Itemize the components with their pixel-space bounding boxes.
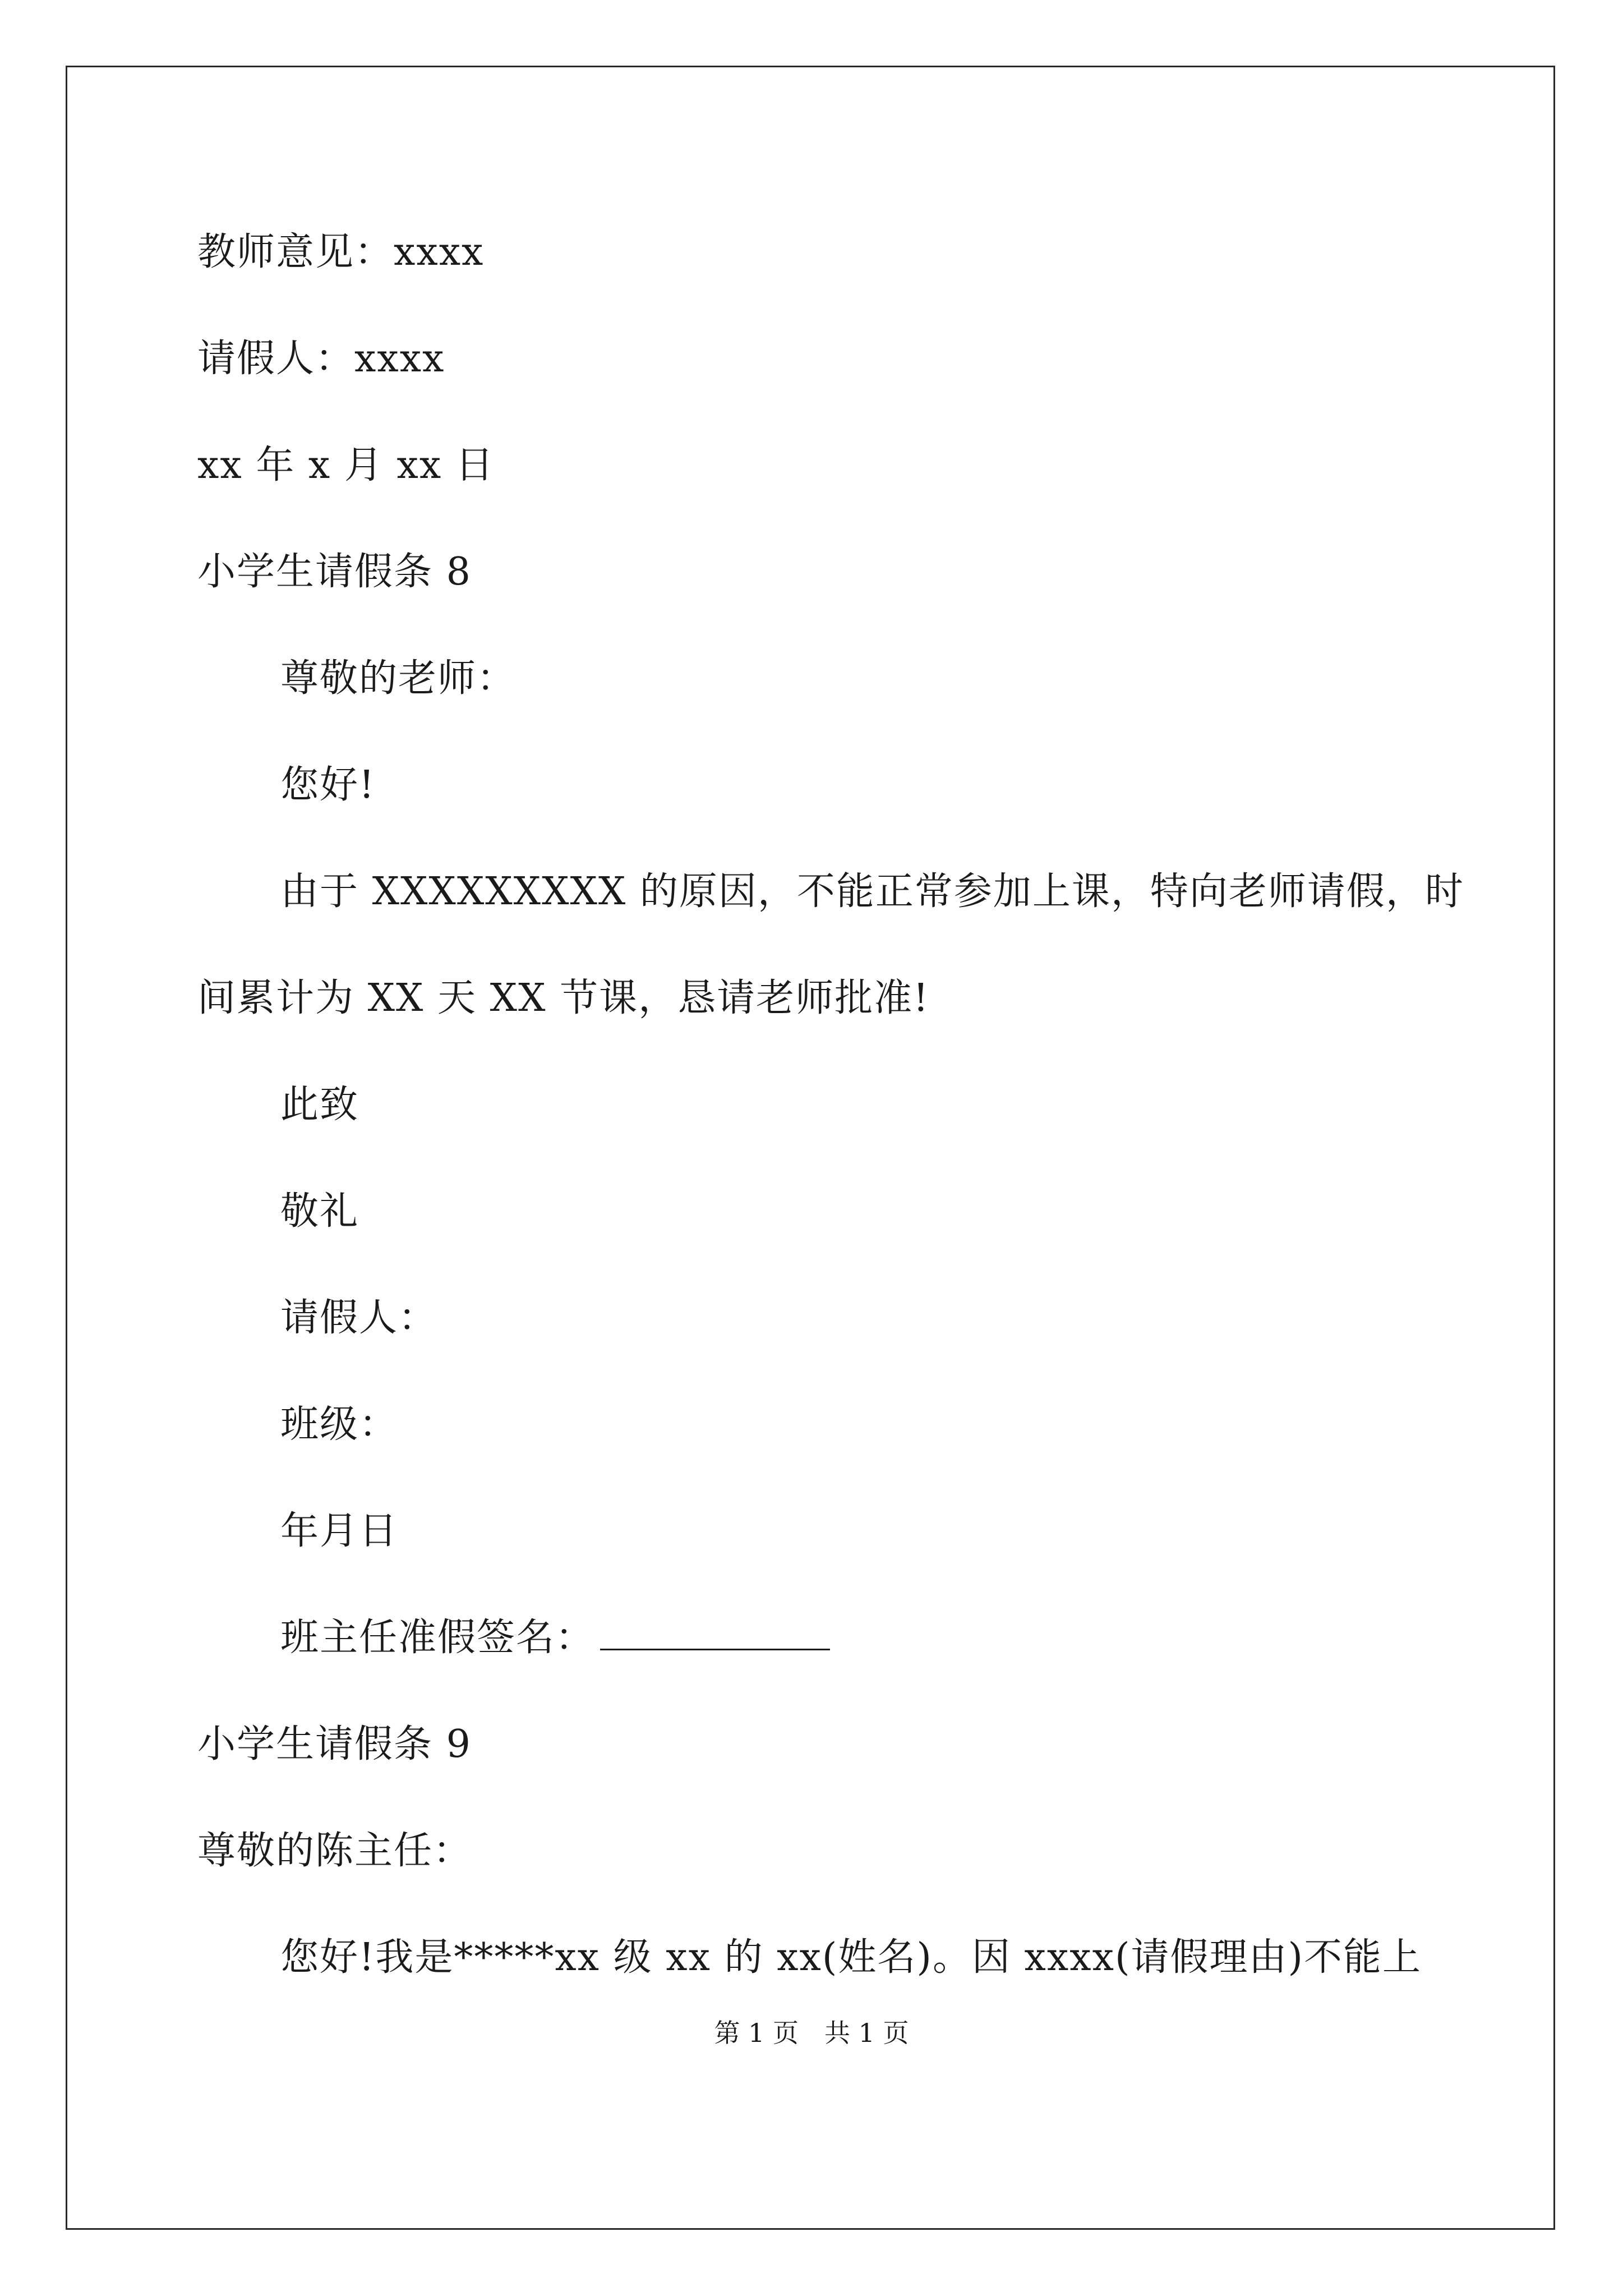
body-paragraph-line-2: 间累计为 XX 天 XX 节课，恳请老师批准! xyxy=(197,976,930,1020)
body-paragraph-line-1: 由于 XXXXXXXXX 的原因，不能正常参加上课，特向老师请假，时 xyxy=(280,869,1464,914)
page-border xyxy=(66,66,1555,2230)
applicant-signature-line: 请假人： xyxy=(280,1296,438,1340)
section-heading-9: 小学生请假条 9 xyxy=(197,1722,472,1766)
head-teacher-signature-label: 班主任准假签名： xyxy=(280,1616,595,1660)
signature-blank xyxy=(600,1616,830,1650)
closing-line-2: 敬礼 xyxy=(280,1189,359,1234)
date-line: xx 年 x 月 xx 日 xyxy=(197,443,495,487)
class-line: 班级： xyxy=(280,1402,399,1447)
section-heading-8: 小学生请假条 8 xyxy=(197,550,472,594)
closing-line-1: 此致 xyxy=(280,1083,359,1127)
teacher-opinion-line: 教师意见：xxxx xyxy=(197,230,485,274)
salutation-line: 尊敬的老师： xyxy=(280,656,517,701)
head-teacher-signature-line xyxy=(280,1616,830,1660)
page-footer: 第 1 页 共 1 页 xyxy=(714,2018,909,2048)
date-placeholder-line: 年月日 xyxy=(280,1509,399,1553)
applicant-line: 请假人：xxxx xyxy=(197,337,445,381)
greeting-line: 您好! xyxy=(280,763,376,807)
salutation-director-line: 尊敬的陈主任： xyxy=(197,1829,473,1873)
body-paragraph-start: 您好!我是*****xx 级 xx 的 xx(姓名)。因 xxxx(请假理由)不能上 xyxy=(280,1935,1422,1980)
